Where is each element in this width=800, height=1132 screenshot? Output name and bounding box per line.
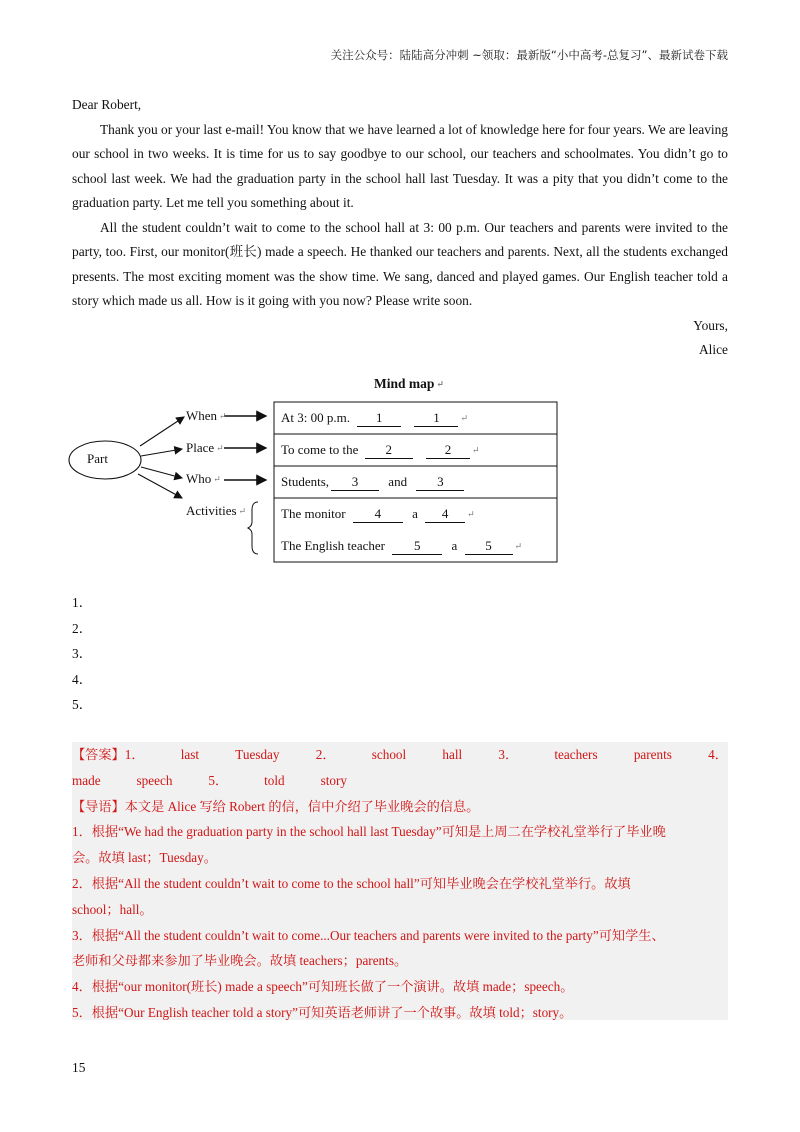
blank-2b: 2 (426, 442, 470, 459)
blank-5a: 5 (392, 538, 442, 555)
explanation-3b: 老师和父母都来参加了毕业晚会。故填 teachers；parents。 (72, 953, 408, 969)
letter-paragraph-1: Thank you or your last e-mail! You know that we have learned a lot of knowledge here for four years. We are leaving our school in two weeks. It is time for us to say goodbye to our school, our teachers and schoolmates. You didn’t go to school last week. We had the graduation party in the school hall last Tuesday. It was a pity that you didn’t come to the graduation party. Let me tell you something about it. (72, 121, 728, 210)
row-1-text: At 3: 00 p.m. 1 1 ↵ (281, 410, 469, 425)
explanation-5: 5．根据“Our English teacher told a story”可知英语老师讲了一个故事。故填 told；story。 (72, 1004, 573, 1020)
explanation-2b: school；hall。 (72, 901, 153, 917)
explanation-2a: 2．根据“All the student couldn’t wait to come to the school hall”可知毕业晚会在学校礼堂举行。故填 (72, 875, 631, 891)
question-1: 1． (72, 595, 93, 610)
branch-who: Who ↵ (186, 471, 221, 486)
answer-guide: 【导语】本文是 Alice 写给 Robert 的信，信中介绍了毕业晚会的信息。 (72, 798, 480, 814)
explanation-1a: 1．根据“We had the graduation party in the school hall last Tuesday”可知是上周二在学校礼堂举行了毕业晚 (72, 824, 666, 840)
arrow-place (141, 449, 182, 456)
activities-brace (248, 502, 258, 554)
blank-2a: 2 (365, 442, 413, 459)
answer-row-2: made speech 5． told story (72, 772, 347, 788)
answer-section (72, 742, 728, 1020)
mind-map (66, 374, 566, 570)
row-3-text: Students, 3 and 3 (281, 474, 464, 491)
branch-place: Place ↵ (186, 440, 224, 455)
explanation-4: 4．根据“our monitor(班长) made a speech”可知班长做了一个演讲。故填 made；speech。 (72, 979, 574, 995)
explanation-1b: 会。故填 last；Tuesday。 (72, 850, 217, 866)
letter (72, 93, 728, 363)
center-label: Part (87, 451, 108, 466)
question-4: 4． (72, 672, 93, 687)
blank-5b: 5 (465, 538, 513, 555)
blank-1b: 1 (414, 410, 458, 427)
letter-signature: Alice (699, 342, 728, 357)
row-2-text: To come to the 2 2 ↵ (281, 442, 480, 457)
mind-map-title: Mind map ↵ (374, 376, 444, 391)
blank-3b: 3 (416, 474, 464, 491)
question-2: 2． (72, 621, 93, 636)
explanation-3a: 3．根据“All the student couldn’t wait to come...Our teachers and parents were invited to the party”可知学生、 (72, 927, 665, 943)
letter-greeting: Dear Robert, (72, 97, 142, 112)
arrow-activities (138, 474, 182, 498)
blank-4a: 4 (353, 506, 403, 523)
answer-row-1: 【答案】1． last Tuesday 2． school hall 3． teachers parents 4． (72, 747, 728, 762)
row-5-text: The English teacher 5 a 5 ↵ (281, 538, 523, 553)
page-number: 15 (72, 1060, 86, 1075)
blank-4b: 4 (425, 506, 465, 523)
blank-3a: 3 (331, 474, 379, 491)
question-5: 5． (72, 697, 93, 712)
arrow-who (141, 467, 182, 478)
branch-activities: Activities ↵ (186, 503, 247, 518)
page-header: 关注公众号：陆陆高分冲刺 ~领取：最新版“小中高考-总复习”、最新试卷下载 (330, 48, 728, 62)
letter-closing: Yours, (693, 317, 728, 333)
arrow-when (140, 417, 184, 446)
row-4-text: The monitor 4 a 4 ↵ (281, 506, 475, 521)
blank-1a: 1 (357, 410, 401, 427)
letter-paragraph-2: All the student couldn’t wait to come to the school hall at 3: 00 p.m. Our teachers and parents were invited to the party, too. First, our monitor(班长) made a speech. He thanked our teachers and parents. Next, all the students exchanged presents. The most exciting moment was the show time. We sang, danced and played games. Our English teacher told a story which made us all. How is it going with you now? Please write soon. (72, 219, 728, 308)
branch-when: When ↵ (186, 408, 227, 423)
question-3: 3． (72, 646, 93, 661)
